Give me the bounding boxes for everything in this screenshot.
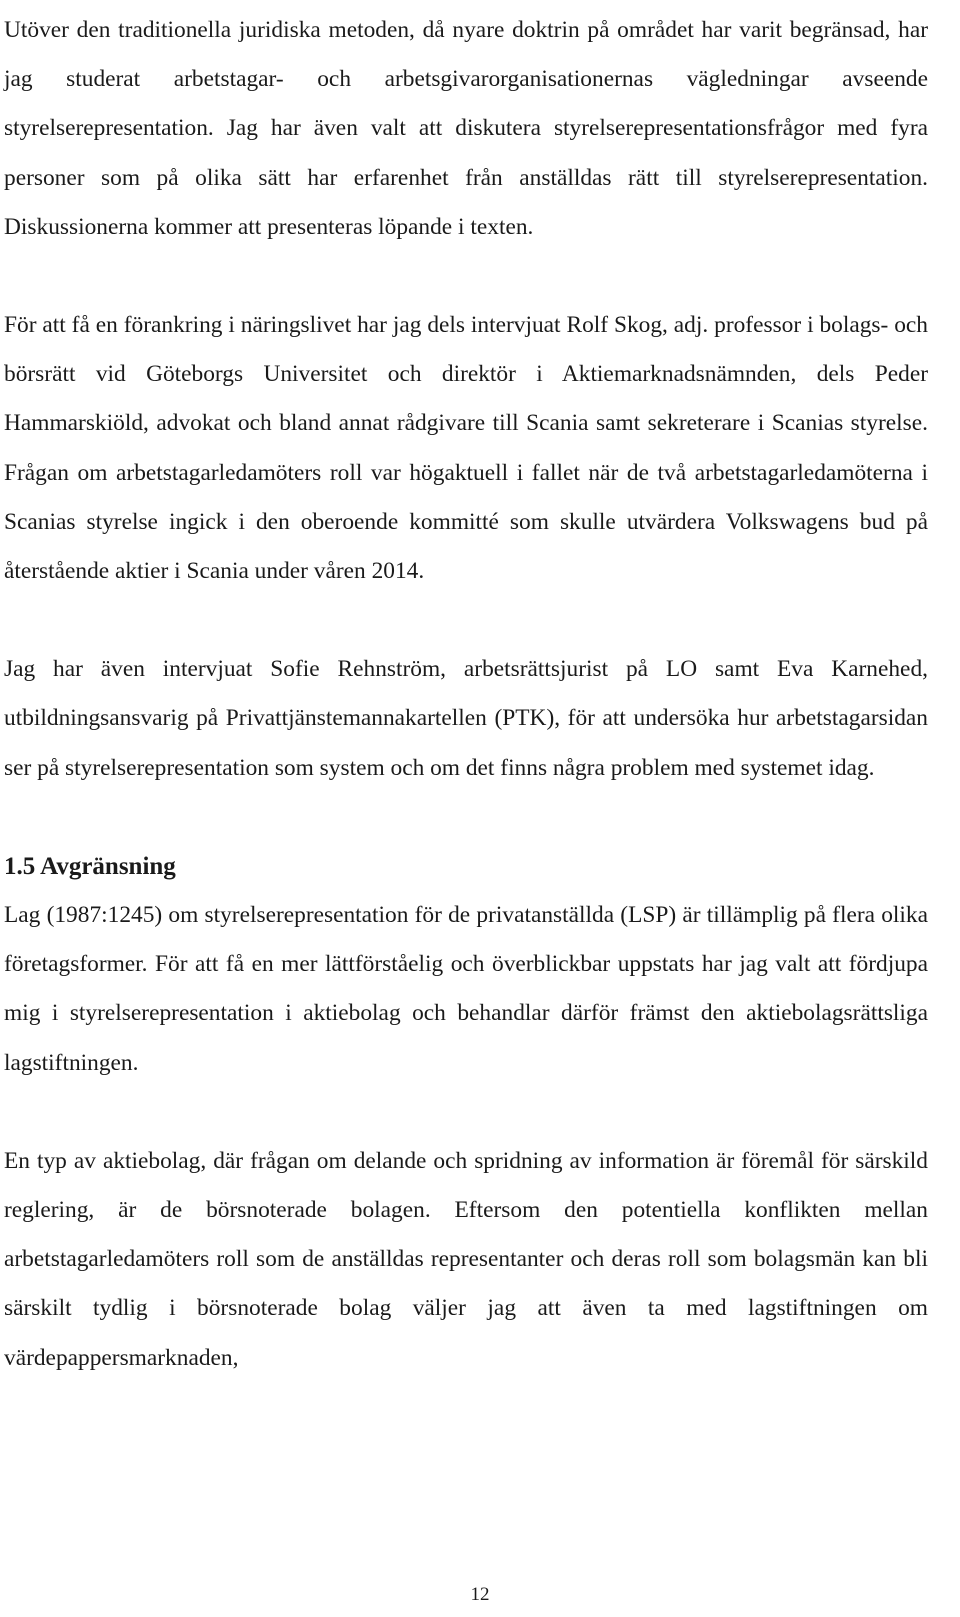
paragraph-method: Utöver den traditionella juridiska metoden, då nyare doktrin på området har varit begränsad, har jag studerat arbetstagar- och arbetsgivarorganisationernas vägledningar avseende styrelserepresentation. Jag har även valt att diskutera styrelserepresentationsfrågor med fyra personer som på olika sätt har erfarenhet från anställdas rätt till styrelserepresentation. Diskussionerna kommer att presenteras löpande i texten. <box>4 17 928 240</box>
paragraph-limitation: Lag (1987:1245) om styrelserepresentation för de privatanställda (LSP) är tillämplig på flera olika företagsformer. För att få en mer lättförståelig och överblickbar uppstats har jag valt att fördjupa mig i styrelserepresentation i aktiebolag och behandlar därför främst den aktiebolagsrättsliga lagstiftningen. <box>4 902 928 1076</box>
paragraph-interviews-employees: Jag har även intervjuat Sofie Rehnström, arbetsrättsjurist på LO samt Eva Karnehed, utbildningsansvarig på Privattjänstemannakartellen (PTK), för att undersöka hur arbetstagarsidan ser på styrelserepresentation som system och om det finns några problem med systemet idag. <box>4 656 928 781</box>
page-number: 12 <box>470 1584 490 1605</box>
paragraph-interviews-business: För att få en förankring i näringslivet har jag dels intervjuat Rolf Skog, adj. professor i bolags- och börsrätt vid Göteborgs Universitet och direktör i Aktiemarknadsnämnden, dels Peder Hammarskiöld, advokat och bland annat rådgivare till Scania samt sekreterare i Scanias styrelse. Frågan om arbetstagarledamöters roll var högaktuell i fallet när de två arbetstagarledamöterna i Scanias styrelse ingick i den oberoende kommitté som skulle utvärdera Volkswagens bud på återstående aktier i Scania under våren 2014. <box>4 312 928 585</box>
document-page <box>4 6 928 1383</box>
section-heading: 1.5 Avgränsning <box>4 852 176 880</box>
paragraph-listed-companies: En typ av aktiebolag, där frågan om delande och spridning av information är föremål för särskild reglering, är de börsnoterade bolagen. Eftersom den potentiella konflikten mellan arbetstagarledamöters roll som de anställdas representanter och deras roll som bolagsmän kan bli särskilt tydlig i börsnoterade bolag väljer jag att även ta med lagstiftningen om värdepappersmarknaden, <box>4 1147 928 1371</box>
